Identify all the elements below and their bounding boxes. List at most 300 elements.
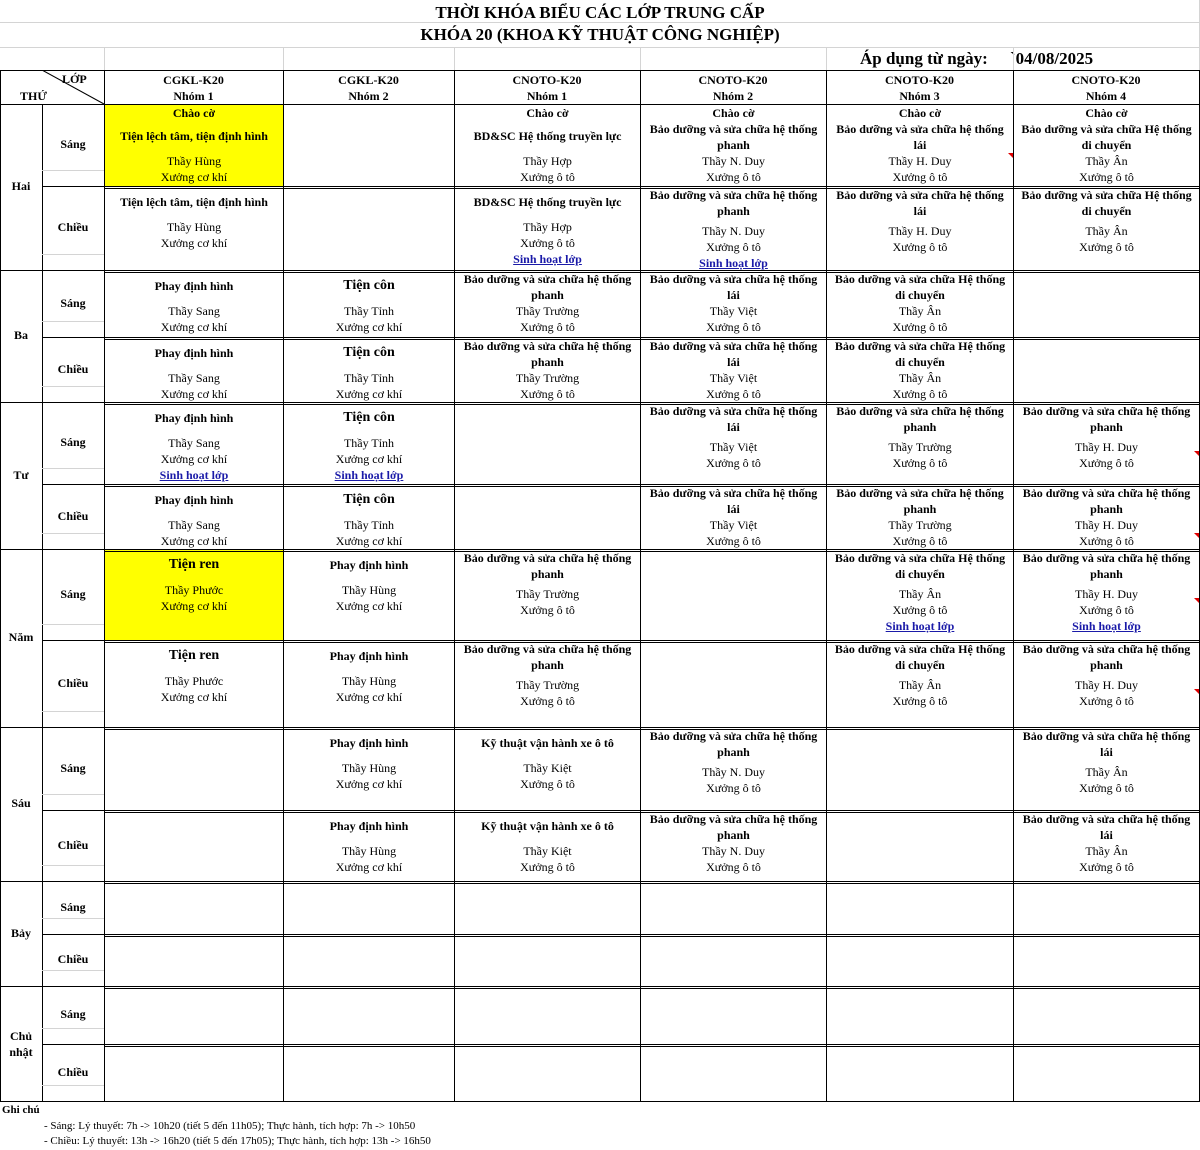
grid-line <box>104 812 1200 813</box>
day-label: Chủ nhật <box>9 1028 33 1059</box>
room-name: Xưởng ô tô <box>892 456 948 470</box>
subject-name: Bảo dưỡng và sửa chữa hệ thống <box>1022 486 1191 500</box>
grid-light-line <box>42 468 104 469</box>
schedule-cell <box>455 811 640 881</box>
subject-name: Bảo dưỡng và sửa chữa hệ thống <box>836 486 1004 500</box>
grid-line <box>0 70 1200 71</box>
room-name: Xưởng cơ khí <box>335 534 403 548</box>
class-group: Nhóm 1 <box>173 89 214 103</box>
grid-line <box>454 70 455 1101</box>
room-name: Xưởng ô tô <box>706 534 761 548</box>
schedule-cell <box>1014 728 1199 810</box>
class-header <box>283 72 454 104</box>
grid-line <box>104 551 1200 552</box>
room-name: Xưởng ô tô <box>1079 781 1134 795</box>
subject-name: Bảo dưỡng và sửa chữa hệ thống <box>463 642 632 656</box>
class-name: CNOTO-K20 <box>698 73 768 87</box>
teacher-name: Thầy H. Duy <box>1075 587 1138 601</box>
subject-name: Tiện côn <box>343 492 395 507</box>
subject-name-cont: phanh <box>1090 502 1123 516</box>
grid-line <box>826 70 827 1101</box>
header-thu: THỨ <box>20 89 47 103</box>
subject-name-cont: phanh <box>903 502 937 516</box>
class-activity: Sinh hoạt lớp <box>699 256 768 270</box>
grid-light-line <box>42 321 104 322</box>
subject-name-cont: lái <box>727 355 740 369</box>
room-name: Xưởng ô tô <box>706 387 761 401</box>
schedule-cell <box>105 550 283 640</box>
schedule-cell <box>455 728 640 810</box>
session-label-morning: Sáng <box>60 295 86 310</box>
flag-salute-text: Chào cờ <box>526 106 569 120</box>
class-header <box>104 72 283 104</box>
teacher-name: Thầy Trường <box>515 304 580 318</box>
schedule-cell <box>105 811 283 881</box>
teacher-name: Thầy Việt <box>709 518 758 532</box>
subject-name-cont: phanh <box>531 567 564 581</box>
session-label-afternoon: Chiều <box>57 508 89 523</box>
teacher-name: Thầy Hợp <box>523 220 572 234</box>
title-line-1: THỜI KHÓA BIỂU CÁC LỚP TRUNG CẤP <box>435 3 765 22</box>
room-name: Xưởng ô tô <box>1079 860 1134 874</box>
schedule-cell <box>455 550 640 640</box>
schedule-cell <box>641 550 826 640</box>
subject-name: Bảo dưỡng và sửa chữa hệ thống <box>463 551 632 565</box>
note-afternoon: - Chiều: Lý thuyết: 13h -> 16h20 (tiết 5 đến 17h05); Thực hành, tích hợp: 13h -> 16h50 <box>44 1135 431 1147</box>
subject-name: Phay định hình <box>329 819 409 833</box>
teacher-name: Thầy Việt <box>709 371 758 385</box>
flag-salute-text: Chào cờ <box>712 106 755 120</box>
day-label: Bảy <box>10 925 31 940</box>
teacher-name: Thầy Sang <box>168 436 220 450</box>
session-label-afternoon: Chiều <box>57 1064 89 1079</box>
schedule-cell <box>827 550 1013 640</box>
subject-name: Bảo dưỡng và sửa chữa hệ thống <box>836 122 1004 136</box>
teacher-name: Thầy Tỉnh <box>343 518 395 532</box>
schedule-cell <box>105 403 283 484</box>
schedule-cell <box>827 403 1013 484</box>
room-name: Xưởng ô tô <box>706 456 761 470</box>
room-name: Xưởng cơ khí <box>335 599 403 613</box>
room-name: Xưởng ô tô <box>520 603 575 617</box>
subject-name-cont: phanh <box>903 420 937 434</box>
grid-line <box>104 188 1200 189</box>
subject-name-cont: phanh <box>717 828 750 842</box>
schedule-cell <box>284 338 454 402</box>
header-diagonal <box>0 70 105 105</box>
grid-line <box>104 936 1200 937</box>
room-name: Xưởng cơ khí <box>160 387 228 401</box>
schedule-cell <box>284 105 454 186</box>
header-lop: LỚP <box>62 72 87 86</box>
subject-name: Bảo dưỡng và sửa chữa hệ thống <box>1022 551 1191 565</box>
grid-line <box>0 881 1200 882</box>
schedule-cell <box>1014 550 1199 640</box>
class-activity: Sinh hoạt lớp <box>334 468 404 482</box>
schedule-cell <box>455 271 640 337</box>
class-activity: Sinh hoạt lớp <box>1072 619 1141 633</box>
subject-name-cont: lái <box>727 502 740 516</box>
room-name: Xưởng cơ khí <box>160 170 228 184</box>
class-name: CNOTO-K20 <box>512 73 582 87</box>
subject-name-cont: lái <box>1100 828 1113 842</box>
room-name: Xưởng ô tô <box>520 236 575 250</box>
session-label-morning: Sáng <box>60 1007 86 1021</box>
schedule-cell <box>455 485 640 549</box>
class-name: CGKL-K20 <box>163 73 224 87</box>
schedule-cell <box>284 403 454 484</box>
subject-name: Tiện côn <box>343 278 395 293</box>
room-name: Xưởng cơ khí <box>335 387 403 401</box>
grid-light-line <box>454 47 455 70</box>
teacher-name: Thầy Sang <box>168 371 220 385</box>
schedule-cell <box>827 728 1013 810</box>
teacher-name: Thầy H. Duy <box>1075 440 1138 454</box>
schedule-cell <box>105 271 283 337</box>
room-name: Xưởng ô tô <box>892 534 948 548</box>
grid-line <box>104 1046 1200 1047</box>
schedule-cell <box>1014 485 1199 549</box>
grid-line <box>104 729 1200 730</box>
subject-name-cont: di chuyển <box>1081 204 1132 218</box>
schedule-cell <box>284 187 454 270</box>
teacher-name: Thầy Hùng <box>341 761 397 775</box>
subject-name: Bảo dưỡng và sửa chữa Hệ thống <box>1021 122 1192 136</box>
grid-line <box>104 883 1200 884</box>
room-name: Xưởng cơ khí <box>160 452 228 466</box>
subject-name: Bảo dưỡng và sửa chữa hệ thống <box>836 188 1004 202</box>
grid-line <box>42 186 1200 187</box>
teacher-name: Thầy Hùng <box>166 154 222 168</box>
room-name: Xưởng ô tô <box>1079 534 1134 548</box>
grid-line <box>0 104 1200 105</box>
schedule-cell <box>641 403 826 484</box>
flag-salute-text: Chào cờ <box>172 106 216 120</box>
subject-name-cont: phanh <box>1090 420 1123 434</box>
subject-name: Tiện lệch tâm, tiện định hình <box>120 195 268 209</box>
teacher-name: Thầy Sang <box>168 304 220 318</box>
grid-line <box>104 642 1200 643</box>
schedule-cell <box>641 338 826 402</box>
room-name: Xưởng ô tô <box>892 603 948 617</box>
subject-name: Phay định hình <box>154 411 234 425</box>
subject-name-cont: di chuyển <box>895 658 945 672</box>
room-name: Xưởng ô tô <box>706 860 761 874</box>
grid-light-line <box>42 918 104 919</box>
class-activity: Sinh hoạt lớp <box>159 468 229 482</box>
subject-name: BD&SC Hệ thống truyền lực <box>473 195 622 209</box>
subject-name: Bảo dưỡng và sửa chữa Hệ thống <box>834 642 1006 656</box>
subject-name: Bảo dưỡng và sửa chữa Hệ thống <box>834 272 1006 286</box>
grid-light-line <box>42 170 104 171</box>
class-name: CGKL-K20 <box>338 73 399 87</box>
schedule-cell <box>827 641 1013 727</box>
subject-name: Bảo dưỡng và sửa chữa hệ thống <box>649 339 818 353</box>
subject-name-cont: lái <box>1100 745 1113 759</box>
schedule-cell <box>105 338 283 402</box>
subject-name: Tiện côn <box>343 410 395 425</box>
teacher-name: Thầy Tỉnh <box>343 304 395 318</box>
subject-name: Bảo dưỡng và sửa chữa hệ thống <box>463 339 632 353</box>
class-header <box>454 72 640 104</box>
schedule-cell <box>105 641 283 727</box>
class-name: CNOTO-K20 <box>1071 73 1141 87</box>
teacher-name: Thầy Trường <box>515 587 580 601</box>
room-name: Xưởng ô tô <box>520 320 575 334</box>
subject-name: Bảo dưỡng và sửa chữa hệ thống <box>1022 729 1191 743</box>
session-label-afternoon: Chiều <box>57 220 89 234</box>
room-name: Xưởng ô tô <box>520 694 575 708</box>
day-label: Hai <box>11 179 31 193</box>
room-name: Xưởng cơ khí <box>160 534 228 548</box>
subject-name-cont: di chuyển <box>895 355 945 369</box>
schedule-cell <box>1014 641 1199 727</box>
subject-name-cont: phanh <box>717 204 750 218</box>
class-header <box>640 72 826 104</box>
day-label: Tư <box>13 467 29 482</box>
subject-name: Phay định hình <box>154 346 234 360</box>
teacher-name: Thầy Hùng <box>341 674 397 688</box>
subject-name-cont: lái <box>913 138 927 152</box>
class-header <box>1013 72 1199 104</box>
schedule-cell <box>284 485 454 549</box>
subject-name: Tiện ren <box>168 557 220 572</box>
subject-name: Phay định hình <box>154 279 234 293</box>
subject-name: Bảo dưỡng và sửa chữa Hệ thống <box>1021 188 1192 202</box>
subject-name: Kỹ thuật vận hành xe ô tô <box>481 736 614 750</box>
schedule-cell <box>641 728 826 810</box>
schedule-cell <box>105 187 283 270</box>
schedule-cell <box>1014 187 1199 270</box>
subject-name-cont: phanh <box>531 355 564 369</box>
grid-light-line <box>104 47 105 70</box>
subject-name: Bảo dưỡng và sửa chữa Hệ thống <box>834 551 1006 565</box>
room-name: Xưởng ô tô <box>892 320 948 334</box>
schedule-cell <box>1014 811 1199 881</box>
teacher-name: Thầy Sang <box>168 518 220 532</box>
room-name: Xưởng ô tô <box>706 240 761 254</box>
schedule-cell <box>1014 403 1199 484</box>
teacher-name: Thầy Trường <box>888 440 952 454</box>
teacher-name: Thầy Ân <box>1085 844 1128 858</box>
subject-name: Tiện lệch tâm, tiện định hình <box>120 129 268 143</box>
grid-light-line <box>0 22 1200 23</box>
teacher-name: Thầy Hợp <box>523 154 572 168</box>
grid-line <box>42 337 1200 338</box>
teacher-name: Thầy Trường <box>515 371 580 385</box>
schedule-cell <box>641 485 826 549</box>
room-name: Xưởng cơ khí <box>335 452 403 466</box>
room-name: Xưởng ô tô <box>520 860 575 874</box>
schedule-cell <box>455 187 640 270</box>
grid-line <box>0 727 1200 728</box>
room-name: Xưởng cơ khí <box>335 690 403 704</box>
subject-name: Phay định hình <box>154 493 234 507</box>
session-label-morning: Sáng <box>60 137 86 151</box>
schedule-cell <box>1014 271 1199 337</box>
subject-name: Bảo dưỡng và sửa chữa hệ thống <box>649 812 818 826</box>
apply-date: `04/08/2025 <box>1010 49 1094 68</box>
grid-line <box>42 640 1200 641</box>
room-name: Xưởng cơ khí <box>160 236 228 250</box>
subject-name: Bảo dưỡng và sửa chữa hệ thống <box>649 272 818 286</box>
grid-line <box>640 70 641 1101</box>
grid-light-line <box>42 533 104 534</box>
teacher-name: Thầy Ân <box>898 304 942 318</box>
teacher-name: Thầy Ân <box>898 371 942 385</box>
grid-line <box>104 988 1200 989</box>
subject-name: Phay định hình <box>329 558 409 572</box>
grid-line <box>283 70 284 1101</box>
grid-light-line <box>42 865 104 866</box>
class-header <box>826 72 1013 104</box>
grid-line <box>0 986 1200 987</box>
schedule-cell <box>827 271 1013 337</box>
subject-name: Bảo dưỡng và sửa chữa hệ thống <box>649 188 818 202</box>
teacher-name: Thầy H. Duy <box>888 224 952 238</box>
subject-name-cont: phanh <box>717 745 750 759</box>
grid-light-line <box>42 1085 104 1086</box>
teacher-name: Thầy N. Duy <box>702 765 765 779</box>
teacher-name: Thầy H. Duy <box>1075 678 1138 692</box>
schedule-cell <box>284 811 454 881</box>
grid-line <box>104 272 1200 273</box>
subject-name: Bảo dưỡng và sửa chữa hệ thống <box>463 272 632 286</box>
subject-name-cont: phanh <box>717 138 750 152</box>
room-name: Xưởng ô tô <box>520 170 575 184</box>
room-name: Xưởng ô tô <box>892 387 948 401</box>
subject-name: Bảo dưỡng và sửa chữa hệ thống <box>649 729 818 743</box>
schedule-cell <box>284 641 454 727</box>
session-label-afternoon: Chiều <box>57 952 89 966</box>
subject-name: BD&SC Hệ thống truyền lực <box>473 129 622 143</box>
room-name: Xưởng ô tô <box>892 240 948 254</box>
class-group: Nhóm 3 <box>899 89 940 103</box>
room-name: Xưởng ô tô <box>1079 456 1134 470</box>
schedule-cell <box>284 550 454 640</box>
room-name: Xưởng ô tô <box>706 170 761 184</box>
teacher-name: Thầy H. Duy <box>1075 518 1138 532</box>
day-label: Ba <box>13 328 28 342</box>
subject-name-cont: lái <box>727 420 740 434</box>
teacher-name: Thầy Ân <box>898 678 942 692</box>
teacher-name: Thầy Hùng <box>341 583 397 597</box>
day-label: Sáu <box>11 796 31 810</box>
grid-line <box>104 486 1200 487</box>
schedule-cell <box>641 811 826 881</box>
teacher-name: Thầy Phước <box>164 583 224 597</box>
grid-line <box>42 1044 1200 1045</box>
teacher-name: Thầy Ân <box>898 587 942 601</box>
room-name: Xưởng ô tô <box>1079 694 1134 708</box>
room-name: Xưởng cơ khí <box>335 777 403 791</box>
schedule-cell <box>641 641 826 727</box>
room-name: Xưởng ô tô <box>1079 170 1134 184</box>
teacher-name: Thầy Ân <box>1085 154 1128 168</box>
subject-name-cont: lái <box>913 204 927 218</box>
teacher-name: Thầy Tỉnh <box>343 436 395 450</box>
teacher-name: Thầy Trường <box>888 518 952 532</box>
grid-line <box>104 70 105 1101</box>
schedule-cell <box>827 338 1013 402</box>
schedule-cell <box>827 105 1013 186</box>
schedule-cell <box>827 485 1013 549</box>
session-label-afternoon: Chiều <box>57 361 89 376</box>
teacher-name: Thầy Việt <box>709 304 758 318</box>
subject-name-cont: phanh <box>1090 658 1123 672</box>
class-group: Nhóm 2 <box>348 89 389 103</box>
teacher-name: Thầy Kiệt <box>523 761 572 775</box>
room-name: Xưởng ô tô <box>892 170 948 184</box>
teacher-name: Thầy Hùng <box>166 220 222 234</box>
grid-light-line <box>640 47 641 70</box>
subject-name-cont: di chuyển <box>895 567 945 581</box>
subject-name: Bảo dưỡng và sửa chữa hệ thống <box>649 404 818 418</box>
subject-name: Bảo dưỡng và sửa chữa hệ thống <box>649 122 818 136</box>
grid-light-line <box>42 624 104 625</box>
schedule-cell <box>455 641 640 727</box>
grid-line <box>104 404 1200 405</box>
room-name: Xưởng ô tô <box>892 694 948 708</box>
grid-light-line <box>42 386 104 387</box>
schedule-cell <box>455 105 640 186</box>
subject-name: Bảo dưỡng và sửa chữa hệ thống <box>1022 812 1191 826</box>
schedule-cell <box>827 187 1013 270</box>
room-name: Xưởng cơ khí <box>335 860 403 874</box>
class-group: Nhóm 4 <box>1085 89 1127 103</box>
room-name: Xưởng cơ khí <box>335 320 403 334</box>
teacher-name: Thầy Hùng <box>341 844 397 858</box>
room-name: Xưởng ô tô <box>1079 603 1134 617</box>
schedule-cell <box>1014 105 1199 186</box>
schedule-cell <box>455 403 640 484</box>
subject-name-cont: lái <box>727 288 740 302</box>
room-name: Xưởng cơ khí <box>160 320 228 334</box>
room-name: Xưởng ô tô <box>706 320 761 334</box>
schedule-cell <box>105 485 283 549</box>
grid-light-line <box>42 794 104 795</box>
session-label-afternoon: Chiều <box>57 675 89 690</box>
teacher-name: Thầy Kiệt <box>523 844 572 858</box>
subject-name: Bảo dưỡng và sửa chữa hệ thống <box>1022 642 1191 656</box>
grid-line <box>42 810 1200 811</box>
subject-name: Tiện ren <box>168 648 220 663</box>
grid-light-line <box>1013 47 1014 70</box>
schedule-cell <box>641 105 826 186</box>
grid-light-line <box>42 1028 104 1029</box>
subject-name: Bảo dưỡng và sửa chữa hệ thống <box>1022 404 1191 418</box>
subject-name: Bảo dưỡng và sửa chữa hệ thống <box>836 404 1004 418</box>
teacher-name: Thầy Ân <box>1085 224 1128 238</box>
teacher-name: Thầy N. Duy <box>702 224 765 238</box>
subject-name: Phay định hình <box>329 649 409 663</box>
subject-name: Kỹ thuật vận hành xe ô tô <box>481 819 614 833</box>
grid-line <box>1013 70 1014 1101</box>
schedule-cell <box>1014 338 1199 402</box>
grid-line <box>0 70 1 1101</box>
subject-name: Phay định hình <box>329 736 409 750</box>
class-group: Nhóm 1 <box>526 89 568 103</box>
subject-name-cont: phanh <box>531 288 564 302</box>
schedule-cell <box>105 728 283 810</box>
teacher-name: Thầy Phước <box>164 674 224 688</box>
note-morning: - Sáng: Lý thuyết: 7h -> 10h20 (tiết 5 đến 11h05); Thực hành, tích hợp: 7h -> 10h50 <box>44 1120 416 1132</box>
grid-light-line <box>826 47 827 70</box>
flag-salute-text: Chào cờ <box>1085 106 1128 120</box>
grid-line <box>42 484 1200 485</box>
notes-label: Ghi chú <box>2 1104 40 1116</box>
class-activity: Sinh hoạt lớp <box>513 252 582 266</box>
